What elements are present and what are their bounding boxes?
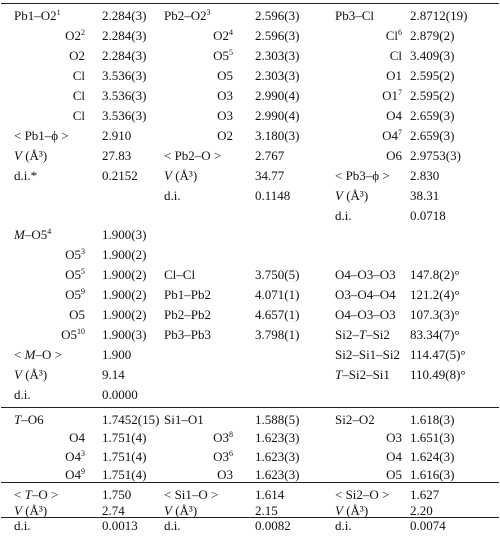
row-value: 1.900(3) bbox=[102, 227, 147, 243]
row-value: 2.8712(19) bbox=[410, 8, 468, 23]
row-value: 1.618(3) bbox=[410, 412, 455, 427]
row-label: O3 bbox=[217, 87, 233, 103]
row-value: 1.616(3) bbox=[410, 467, 455, 483]
row-value: 2.284(3) bbox=[102, 27, 147, 43]
row-label: O4–O3–O3 bbox=[335, 267, 396, 283]
row-label: $O4^7$ bbox=[382, 127, 402, 143]
row-label: O3–O4–O4 bbox=[335, 287, 396, 303]
row-label: Cl–Cl bbox=[164, 267, 196, 283]
row-label: O4 bbox=[69, 430, 85, 446]
row-value: 1.627 bbox=[410, 487, 440, 502]
row-label: O3 bbox=[386, 430, 402, 446]
row-value: 2.74 bbox=[102, 502, 125, 518]
row-label: V (Å³) bbox=[14, 147, 48, 163]
row-label: Si2–O2 bbox=[335, 412, 375, 427]
row-label: d.i.* bbox=[14, 167, 38, 183]
row-label: O5 bbox=[386, 467, 402, 483]
row-value: 4.071(1) bbox=[255, 287, 300, 303]
row-label: Si2–T–Si2 bbox=[335, 327, 390, 343]
row-value: 1.900(3) bbox=[102, 327, 147, 343]
row-value: 3.798(1) bbox=[255, 327, 300, 343]
row-value: 2.15 bbox=[255, 502, 278, 518]
row-value: 2.284(3) bbox=[102, 8, 147, 23]
row-label: $O1^7$ bbox=[382, 87, 402, 103]
row-label: $O2^4$ bbox=[213, 27, 233, 43]
row-label: < Pb1–ϕ > bbox=[14, 127, 69, 143]
row-label: Cl$^6$ bbox=[385, 27, 402, 43]
row-label: $O5^5$ bbox=[213, 47, 233, 63]
row-value: 0.0074 bbox=[410, 518, 446, 534]
row-label: < Pb2–O > bbox=[164, 147, 222, 163]
row-label: V (Å³) bbox=[335, 187, 369, 203]
row-label: < Si2–O > bbox=[335, 487, 390, 502]
row-value: 107.3(3)° bbox=[410, 307, 460, 323]
row-label: d.i. bbox=[14, 518, 31, 534]
row-label: d.i. bbox=[335, 207, 352, 223]
row-value: 1.7452(15) bbox=[102, 412, 160, 427]
row-value: 2.879(2) bbox=[410, 27, 455, 43]
row-label: O1 bbox=[386, 67, 402, 83]
row-value: 147.8(2)° bbox=[410, 267, 460, 283]
row-value: 121.2(4)° bbox=[410, 287, 460, 303]
row-label: Pb3–Pb3 bbox=[164, 327, 211, 343]
row-value: 83.34(7)° bbox=[410, 327, 460, 343]
top-rule bbox=[1, 3, 499, 4]
row-label: Cl bbox=[389, 47, 402, 63]
row-value: 2.595(2) bbox=[410, 87, 455, 103]
row-label: O4 bbox=[386, 107, 402, 123]
row-label: d.i. bbox=[14, 387, 31, 403]
row-value: 3.409(3) bbox=[410, 47, 455, 63]
row-value: 1.651(3) bbox=[410, 430, 455, 446]
row-label: < M–O > bbox=[14, 347, 62, 363]
row-value: 2.595(2) bbox=[410, 67, 455, 83]
row-value: 1.900(2) bbox=[102, 307, 147, 323]
row-value: 2.990(4) bbox=[255, 87, 300, 103]
row-value: 1.623(3) bbox=[255, 467, 300, 483]
row-label: Cl bbox=[72, 107, 85, 123]
row-value: 2.303(3) bbox=[255, 47, 300, 63]
row-value: 0.1148 bbox=[255, 187, 291, 203]
row-label: $O5^3$ bbox=[65, 247, 85, 263]
row-label: $O5^{10}$ bbox=[61, 327, 85, 343]
row-label: V (Å³) bbox=[164, 167, 198, 183]
row-label: $Pb1-O2^1$ bbox=[14, 8, 61, 23]
row-label: T–O6 bbox=[14, 412, 44, 427]
row-value: 2.910 bbox=[102, 127, 132, 143]
row-label: V (Å³) bbox=[164, 502, 198, 518]
row-value: 110.49(8)° bbox=[410, 367, 466, 383]
row-label: O6 bbox=[386, 147, 402, 163]
row-value: 3.750(5) bbox=[255, 267, 300, 283]
row-value: 1.623(3) bbox=[255, 430, 300, 446]
row-value: 1.750 bbox=[102, 487, 132, 502]
row-value: 27.83 bbox=[102, 147, 132, 163]
row-label: < Pb3–ϕ > bbox=[335, 167, 390, 183]
row-label: $O4^9$ bbox=[65, 467, 85, 483]
row-label: Pb3–Cl bbox=[335, 8, 375, 23]
row-label: O4 bbox=[386, 448, 402, 464]
row-value: 4.657(1) bbox=[255, 307, 300, 323]
row-label: O2 bbox=[217, 127, 233, 143]
row-label: d.i. bbox=[164, 187, 181, 203]
row-label: V (Å³) bbox=[14, 367, 48, 383]
row-value: 2.767 bbox=[255, 147, 285, 163]
row-value: 2.659(3) bbox=[410, 107, 455, 123]
row-value: 1.751(4) bbox=[102, 430, 147, 446]
row-value: 2.990(4) bbox=[255, 107, 300, 123]
row-value: 0.2152 bbox=[102, 167, 138, 183]
row-value: 114.47(5)° bbox=[410, 347, 466, 363]
row-label: V (Å³) bbox=[14, 502, 48, 518]
row-label: < Si1–O > bbox=[164, 487, 219, 502]
row-label: < T–O > bbox=[14, 487, 59, 502]
row-value: 1.623(3) bbox=[255, 448, 300, 464]
row-value: 0.0082 bbox=[255, 518, 291, 534]
row-label: Si2–Si1–Si2 bbox=[335, 347, 401, 363]
row-label: Pb1–Pb2 bbox=[164, 287, 211, 303]
row-label: O4–O3–O3 bbox=[335, 307, 396, 323]
section-rule bbox=[1, 407, 499, 408]
row-value: 1.751(4) bbox=[102, 448, 147, 464]
row-label: T–Si2–Si1 bbox=[335, 367, 390, 383]
row-value: 0.0718 bbox=[410, 207, 446, 223]
row-label: O3 bbox=[217, 467, 233, 483]
row-label: O5 bbox=[69, 307, 85, 323]
row-value: 2.830 bbox=[410, 167, 440, 183]
row-label: Si1–O1 bbox=[164, 412, 204, 427]
row-value: 1.614 bbox=[255, 487, 285, 502]
row-value: 2.596(3) bbox=[255, 8, 300, 23]
row-label: O2 bbox=[69, 47, 85, 63]
row-value: 1.900(2) bbox=[102, 267, 147, 283]
row-value: 34.77 bbox=[255, 167, 285, 183]
row-value: 2.284(3) bbox=[102, 47, 147, 63]
row-label: Cl bbox=[72, 67, 85, 83]
row-label: $M-O5^4$ bbox=[14, 227, 52, 243]
row-label: Pb2–Pb2 bbox=[164, 307, 211, 323]
row-value: 38.31 bbox=[410, 187, 440, 203]
row-label: $O5^5$ bbox=[65, 267, 85, 283]
row-value: 1.588(5) bbox=[255, 412, 300, 427]
row-label: $O3^8$ bbox=[213, 430, 233, 446]
row-value: 2.659(3) bbox=[410, 127, 455, 143]
row-value: 1.624(3) bbox=[410, 448, 455, 464]
row-value: 1.900 bbox=[102, 347, 132, 363]
row-value: 2.20 bbox=[410, 502, 433, 518]
row-value: 2.596(3) bbox=[255, 27, 300, 43]
row-value: 9.14 bbox=[102, 367, 125, 383]
row-value: 2.9753(3) bbox=[410, 147, 461, 163]
row-label: $O2^2$ bbox=[65, 27, 85, 43]
row-label: $Pb2-O2^3$ bbox=[164, 8, 211, 23]
row-label: d.i. bbox=[164, 518, 181, 534]
row-value: 1.751(4) bbox=[102, 467, 147, 483]
row-label: O3 bbox=[217, 107, 233, 123]
row-value: 3.536(3) bbox=[102, 87, 147, 103]
row-value: 3.180(3) bbox=[255, 127, 300, 143]
row-label: Cl bbox=[72, 87, 85, 103]
row-value: 0.0000 bbox=[102, 387, 138, 403]
row-value: 1.900(2) bbox=[102, 287, 147, 303]
row-label: V (Å³) bbox=[335, 502, 369, 518]
row-label: $O5^9$ bbox=[65, 287, 85, 303]
row-value: 2.303(3) bbox=[255, 67, 300, 83]
row-value: 0.0013 bbox=[102, 518, 138, 534]
row-label: d.i. bbox=[335, 518, 352, 534]
row-label: $O4^3$ bbox=[65, 448, 85, 464]
row-value: 3.536(3) bbox=[102, 67, 147, 83]
row-label: $O3^6$ bbox=[213, 448, 233, 464]
row-label: O5 bbox=[217, 67, 233, 83]
row-value: 3.536(3) bbox=[102, 107, 147, 123]
row-value: 1.900(2) bbox=[102, 247, 147, 263]
